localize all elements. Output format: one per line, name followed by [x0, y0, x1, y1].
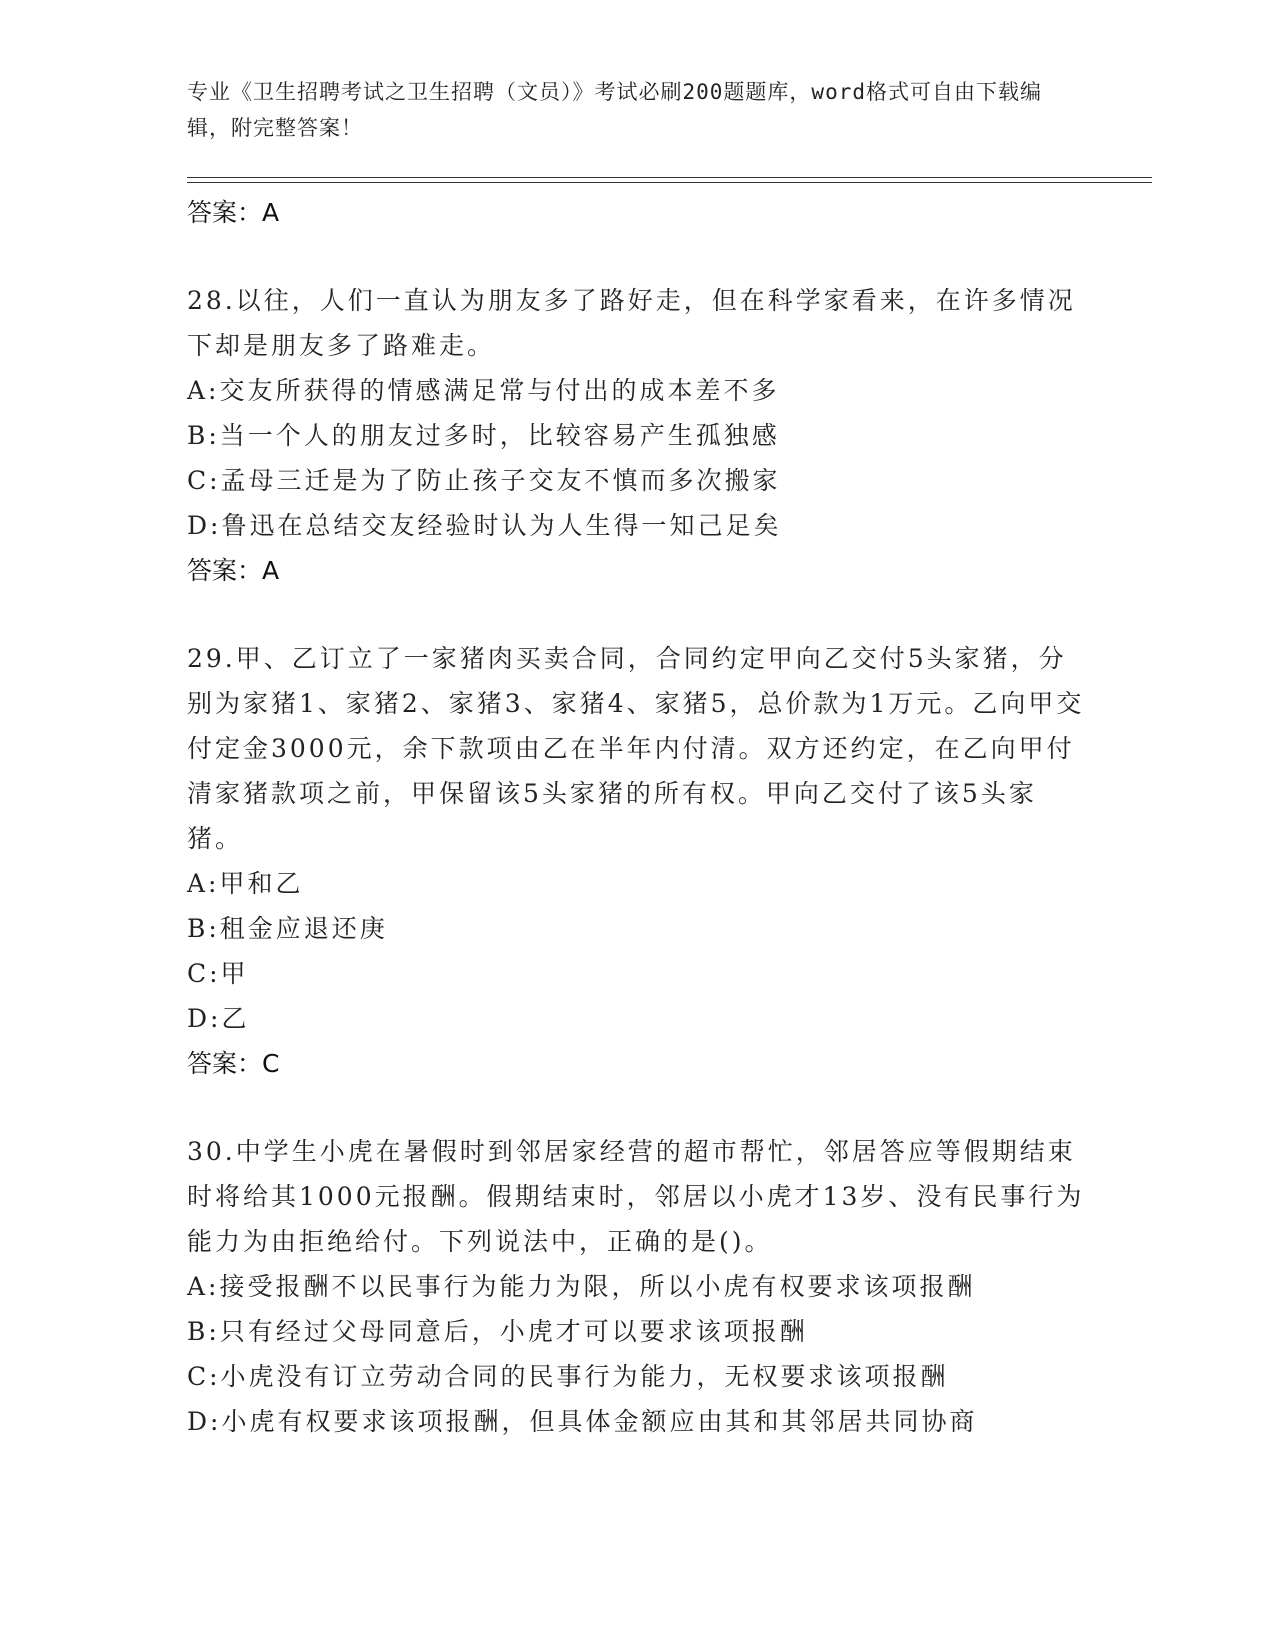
option-c: C:小虎没有订立劳动合同的民事行为能力，无权要求该项报酬	[187, 1362, 949, 1391]
question-stem: 29.甲、乙订立了一家猪肉买卖合同，合同约定甲向乙交付5头家猪，分别为家猪1、家猪2、家猪3、家猪4、家猪5，总价款为1万元。乙向甲交付定金3000元，余下款项由乙在半年内付清。双方还约定，在乙向甲付清家猪款项之前，甲保留该5头家猪的所有权。甲向乙交付了该5头家猪。	[187, 644, 1085, 853]
document-header: 专业《卫生招聘考试之卫生招聘（文员）》考试必刷200题题库，word格式可自由下载编辑，附完整答案！	[187, 80, 1042, 140]
option-b: B:只有经过父母同意后，小虎才可以要求该项报酬	[187, 1317, 808, 1346]
answer-line: 答案：A	[187, 556, 280, 585]
header-divider-top	[187, 177, 1152, 178]
question-block-28	[187, 278, 1087, 594]
option-b: B:租金应退还庚	[187, 914, 388, 943]
question-block-30	[187, 1129, 1087, 1444]
option-c: C:孟母三迁是为了防止孩子交友不慎而多次搬家	[187, 466, 781, 495]
option-a: A:甲和乙	[187, 869, 304, 898]
option-a: A:接受报酬不以民事行为能力为限，所以小虎有权要求该项报酬	[187, 1272, 976, 1301]
document-body	[187, 190, 1087, 1444]
answer-line: 答案：C	[187, 1049, 280, 1078]
option-b: B:当一个人的朋友过多时，比较容易产生孤独感	[187, 421, 780, 450]
option-d: D:乙	[187, 1004, 250, 1033]
option-a: A:交友所获得的情感满足常与付出的成本差不多	[187, 376, 780, 405]
answer-line: 答案：A	[187, 198, 280, 227]
question-block-29	[187, 636, 1087, 1087]
question-stem: 30.中学生小虎在暑假时到邻居家经营的超市帮忙，邻居答应等假期结束时将给其1000元报酬。假期结束时，邻居以小虎才13岁、没有民事行为能力为由拒绝给付。下列说法中，正确的是()。	[187, 1137, 1085, 1256]
question-stem: 28.以往，人们一直认为朋友多了路好走，但在科学家看来，在许多情况下却是朋友多了路难走。	[187, 286, 1076, 360]
header-divider-bottom	[187, 182, 1152, 183]
option-d: D:小虎有权要求该项报酬，但具体金额应由其和其邻居共同协商	[187, 1407, 978, 1436]
option-c: C:甲	[187, 959, 249, 988]
option-d: D:鲁迅在总结交友经验时认为人生得一知己足矣	[187, 511, 782, 540]
